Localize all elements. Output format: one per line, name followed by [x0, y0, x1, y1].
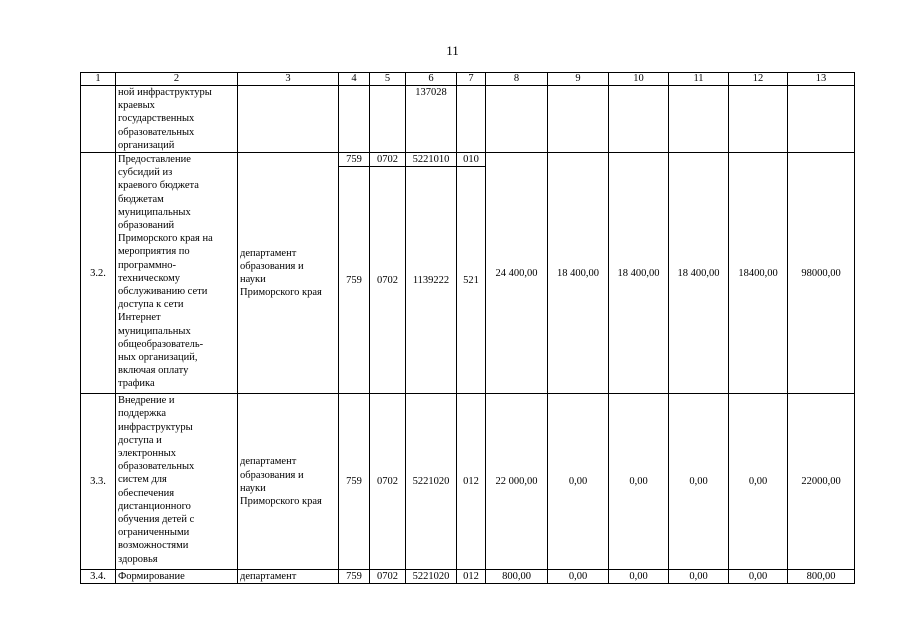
header-cell: 6: [406, 73, 457, 86]
code-cell: 137028: [406, 86, 457, 153]
header-row: [81, 73, 855, 86]
amount-cell: 18 400,00: [609, 153, 669, 394]
amount-cell: 18 400,00: [548, 153, 609, 394]
header-cell: 13: [788, 73, 855, 86]
total-cell: 800,00: [788, 570, 855, 584]
code-cell: 1139222: [406, 167, 457, 394]
amount-cell: 0,00: [548, 570, 609, 584]
total-cell: 98000,00: [788, 153, 855, 394]
code-cell: 5221010: [406, 153, 457, 167]
amount-cell: 0,00: [729, 394, 788, 570]
code-cell: 012: [457, 394, 486, 570]
header-cell: 8: [486, 73, 548, 86]
amount-cell: 0,00: [548, 394, 609, 570]
header-cell: 10: [609, 73, 669, 86]
amount-cell: 18 400,00: [669, 153, 729, 394]
table-row-3-3: [81, 394, 855, 570]
code-cell: 010: [457, 153, 486, 167]
executor: департамент образования и науки Приморского края: [238, 153, 339, 394]
budget-table: [80, 72, 855, 584]
header-cell: 2: [116, 73, 238, 86]
code-cell: 759: [339, 167, 370, 394]
code-cell: 0702: [370, 153, 406, 167]
row-number: 3.4.: [81, 570, 116, 584]
page-number: 11: [446, 43, 459, 58]
header-cell: 5: [370, 73, 406, 86]
header-cell: 3: [238, 73, 339, 86]
total-cell: 22000,00: [788, 394, 855, 570]
activity-name: Внедрение и поддержка инфраструктуры доступа и электронных образовательных систем для обеспечения дистанционного обучения детей с ограниченными возможностями здоровья: [116, 394, 238, 570]
activity-name: ной инфраструктуры краевых государственных образовательных организаций: [116, 86, 238, 153]
code-cell: 521: [457, 167, 486, 394]
activity-name: Формирование: [116, 570, 238, 584]
header-cell: 9: [548, 73, 609, 86]
code-cell: 0702: [370, 394, 406, 570]
amount-cell: 0,00: [729, 570, 788, 584]
amount-cell: 800,00: [486, 570, 548, 584]
code-cell: 5221020: [406, 570, 457, 584]
activity-name: Предоставление субсидий из краевого бюджета бюджетам муниципальных образований Приморского края на мероприятия по программно- техническому обслуживанию сети доступа к сети Интернет муниципальных общеобразователь- ных организаций, включая оплату трафика: [116, 153, 238, 394]
row-number: 3.2.: [81, 153, 116, 394]
header-cell: 12: [729, 73, 788, 86]
header-cell: 4: [339, 73, 370, 86]
executor: департамент образования и науки Приморского края: [238, 394, 339, 570]
code-cell: 0702: [370, 570, 406, 584]
code-cell: 759: [339, 153, 370, 167]
executor: департамент: [238, 570, 339, 584]
table-row-3-2: [81, 153, 855, 167]
amount-cell: 24 400,00: [486, 153, 548, 394]
table-row-continuation: [81, 86, 855, 153]
row-number: 3.3.: [81, 394, 116, 570]
amount-cell: 22 000,00: [486, 394, 548, 570]
code-cell: 5221020: [406, 394, 457, 570]
code-cell: 012: [457, 570, 486, 584]
header-cell: 1: [81, 73, 116, 86]
amount-cell: 0,00: [669, 570, 729, 584]
header-cell: 7: [457, 73, 486, 86]
code-cell: 759: [339, 394, 370, 570]
amount-cell: 0,00: [609, 394, 669, 570]
amount-cell: 0,00: [609, 570, 669, 584]
header-cell: 11: [669, 73, 729, 86]
amount-cell: 0,00: [669, 394, 729, 570]
table-row-3-4: [81, 570, 855, 584]
code-cell: 759: [339, 570, 370, 584]
code-cell: 0702: [370, 167, 406, 394]
amount-cell: 18400,00: [729, 153, 788, 394]
